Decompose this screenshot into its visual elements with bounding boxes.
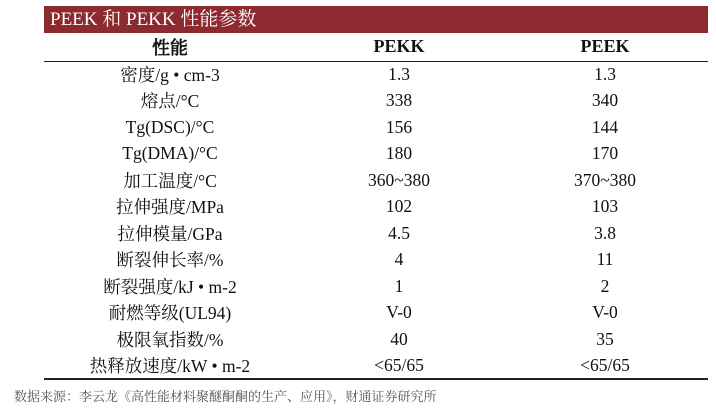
table-row [44,167,708,194]
peek-cell: V-0 [592,302,618,323]
table-row [44,300,708,327]
property-cell: Tg(DSC)/°C [125,116,215,137]
pekk-cell: 4.5 [388,222,410,243]
peek-cell: 144 [591,116,619,137]
property-cell: 断裂伸长率/% [116,250,224,271]
table-row [44,141,708,168]
peek-cell: 1.3 [594,64,616,84]
property-cell: 极限氧指数/% [116,329,224,350]
properties-table [44,33,708,380]
table-title: PEEK 和 PEKK 性能参数 [44,6,708,33]
peek-cell: 35 [596,328,614,349]
pekk-cell: 102 [385,196,413,217]
pekk-cell: V-0 [386,302,412,323]
header-peek: PEEK [502,33,708,61]
property-cell: 加工温度/°C [123,170,217,191]
pekk-cell: 180 [385,143,413,164]
header-row [44,33,708,61]
pekk-cell: 360~380 [368,169,430,190]
peek-cell: 103 [591,196,619,217]
pekk-cell: 1.3 [388,64,410,84]
pekk-cell: 1 [394,275,404,296]
peek-cell: 2 [600,275,610,296]
peek-cell: 3.8 [594,222,616,243]
table-row [44,61,708,88]
property-cell: 拉伸强度/MPa [116,197,224,218]
peek-cell: 170 [591,143,619,164]
property-cell: 热释放速度/kW • m-2 [44,353,296,380]
header-property: 性能 [44,33,296,61]
pekk-cell: 338 [385,90,413,111]
table-row [44,194,708,221]
table-row [44,247,708,274]
table-row [44,273,708,300]
property-cell: 熔点/°C [140,91,200,112]
peek-cell: 370~380 [574,169,636,190]
property-cell: 密度/g • cm-3 [120,65,220,85]
peek-cell: 11 [596,249,614,270]
peek-cell: <65/65 [502,353,708,380]
pekk-cell: 40 [390,328,408,349]
table-row [44,88,708,115]
property-cell: 断裂强度/kJ • m-2 [103,276,237,297]
properties-table-container [44,33,708,380]
pekk-cell: 4 [394,249,404,270]
property-cell: 拉伸模量/GPa [117,223,223,244]
table-row [44,220,708,247]
header-pekk: PEKK [296,33,502,61]
pekk-cell: <65/65 [296,353,502,380]
peek-cell: 340 [591,90,619,111]
property-cell: 耐燃等级(UL94) [108,303,232,324]
property-cell: Tg(DMA)/°C [122,143,218,164]
pekk-cell: 156 [385,116,413,137]
table-row [44,353,708,380]
table-row [44,326,708,353]
table-row [44,114,708,141]
source-note: 数据来源：李云龙《高性能材料聚醚酮酮的生产、应用》，财通证券研究所 [14,390,437,405]
